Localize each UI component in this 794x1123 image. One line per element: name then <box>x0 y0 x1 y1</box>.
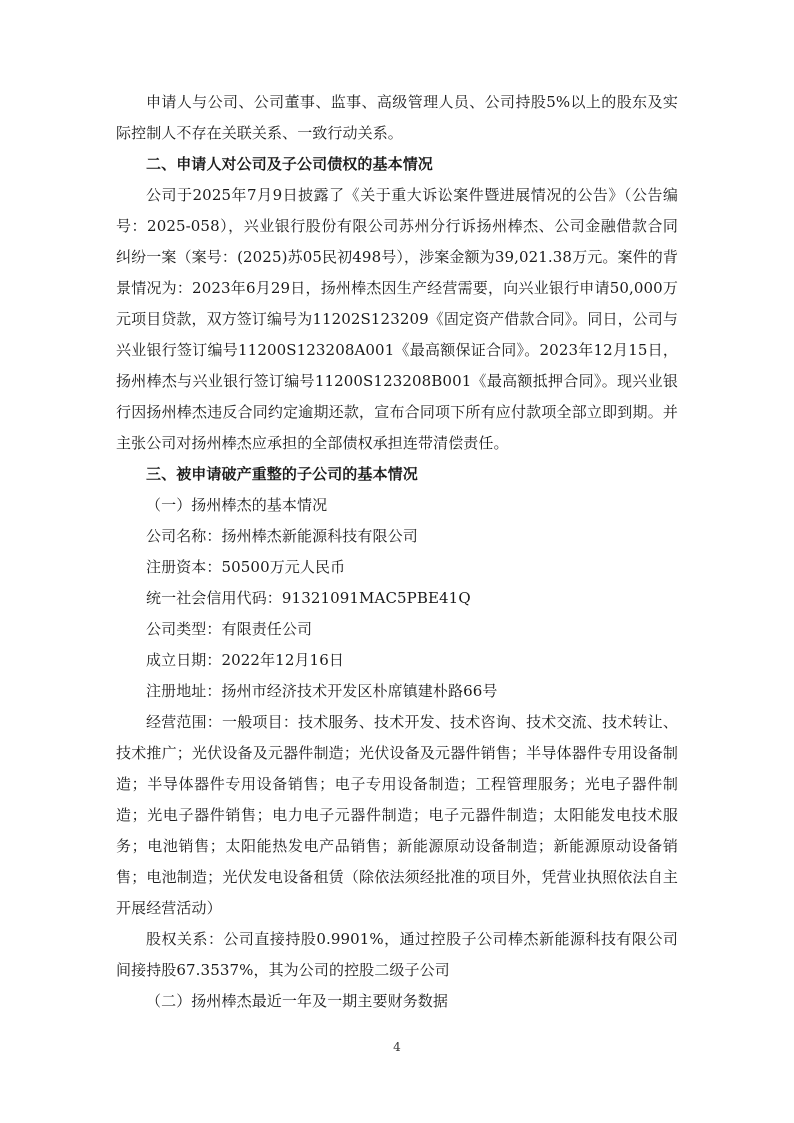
field-equity-relationship: 股权关系：公司直接持股0.9901%，通过控股子公司棒杰新能源科技有限公司间接持股67.3537%，其为公司的控股二级子公司 <box>116 930 678 979</box>
page-number: 4 <box>393 1040 401 1054</box>
paragraph-litigation: 公司于2025年7月9日披露了《关于重大诉讼案件暨进展情况的公告》（公告编号：2025-058），兴业银行股份有限公司苏州分行诉扬州棒杰、公司金融借款合同纠纷一案（案号：(2025)苏05民初498号），涉案金额为39,021.38万元。案件的背景情况为：2023年6月29日，扬州棒杰因生产经营需要，向兴业银行申请50,000万元项目贷款，双方签订编号为11202S123209《固定资产借款合同》。同日，公司与兴业银行签订编号11200S123208A001《最高额保证合同》。2023年12月15日，扬州棒杰与兴业银行签订编号11200S123208B001《最高额抵押合同》。现兴业银行因扬州棒杰违反合同约定逾期还款，宣布合同项下所有应付款项全部立即到期。并主张公司对扬州棒杰应承担的全部债权承担连带清偿责任。 <box>116 186 678 452</box>
heading-creditor-rights: 二、申请人对公司及子公司债权的基本情况 <box>146 155 433 173</box>
field-founding-date: 成立日期：2022年12月16日 <box>146 651 344 669</box>
field-registered-capital: 注册资本：50500万元人民币 <box>146 558 346 576</box>
subheading-basic-info: （一）扬州棒杰的基本情况 <box>146 496 328 514</box>
paragraph-relationship: 申请人与公司、公司董事、监事、高级管理人员、公司持股5%以上的股东及实际控制人不存在关联关系、一致行动关系。 <box>116 93 678 142</box>
field-company-type: 公司类型：有限责任公司 <box>146 620 313 638</box>
heading-subsidiary-info: 三、被申请破产重整的子公司的基本情况 <box>146 465 418 483</box>
field-company-name: 公司名称：扬州棒杰新能源科技有限公司 <box>146 527 418 545</box>
document-body <box>116 87 678 1017</box>
subheading-financial-data: （二）扬州棒杰最近一年及一期主要财务数据 <box>146 992 449 1010</box>
field-credit-code: 统一社会信用代码：91321091MAC5PBE41Q <box>146 589 471 607</box>
field-registered-address: 注册地址：扬州市经济技术开发区朴席镇建朴路66号 <box>146 682 498 700</box>
field-business-scope: 经营范围：一般项目：技术服务、技术开发、技术咨询、技术交流、技术转让、技术推广；光伏设备及元器件制造；光伏设备及元器件销售；半导体器件专用设备制造；半导体器件专用设备销售；电子专用设备制造；工程管理服务；光电子器件制造；光电子器件销售；电力电子元器件制造；电子元器件制造；太阳能发电技术服务；电池销售；太阳能热发电产品销售；新能源原动设备制造；新能源原动设备销售；电池制造；光伏发电设备租赁（除依法须经批准的项目外，凭营业执照依法自主开展经营活动） <box>116 713 678 917</box>
